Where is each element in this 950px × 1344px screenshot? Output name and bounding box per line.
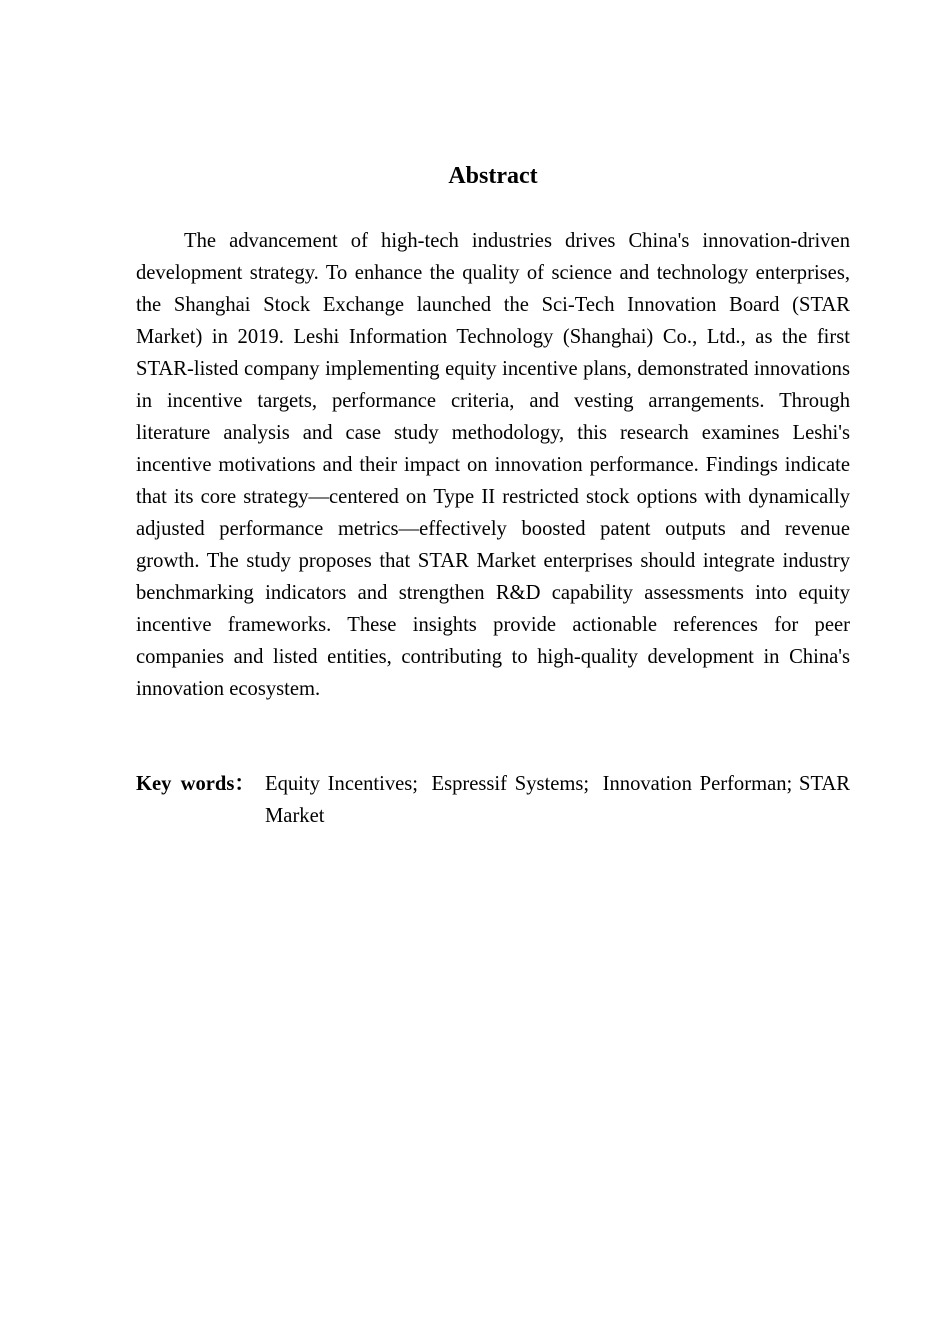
abstract-body: The advancement of high-tech industries drives China's innovation-driven development strategy. To enhance the quality of science and technology enterprises, the Shanghai Stock Exchange launched the Sci-Tech Innovation Board (STAR Market) in 2019. Leshi Information Technology (Shanghai) Co., Ltd., as the first STAR-listed company implementing equity incentive plans, demonstrated innovations in incentive targets, performance criteria, and vesting arrangements. Through literature analysis and case study methodology, this research examines Leshi's incentive motivations and their impact on innovation performance. Findings indicate that its core strategy—centered on Type II restricted stock options with dynamically adjusted performance metrics—effectively boosted patent outputs and revenue growth. The study proposes that STAR Market enterprises should integrate industry benchmarking indicators and strengthen R&D capability assessments into equity incentive frameworks. These insights provide actionable references for peer companies and listed entities, contributing to high-quality development in China's innovation ecosystem. [136,230,850,700]
keywords-label: Key words： [136,773,255,795]
abstract-title: Abstract [448,163,538,189]
keyword: Innovation Performan; [602,773,793,795]
keyword: Equity Incentives; [265,773,419,795]
keywords-list [265,768,850,832]
keyword: Espressif Systems; [431,773,590,795]
keyword: STAR Market [265,773,851,827]
keywords [136,768,850,832]
